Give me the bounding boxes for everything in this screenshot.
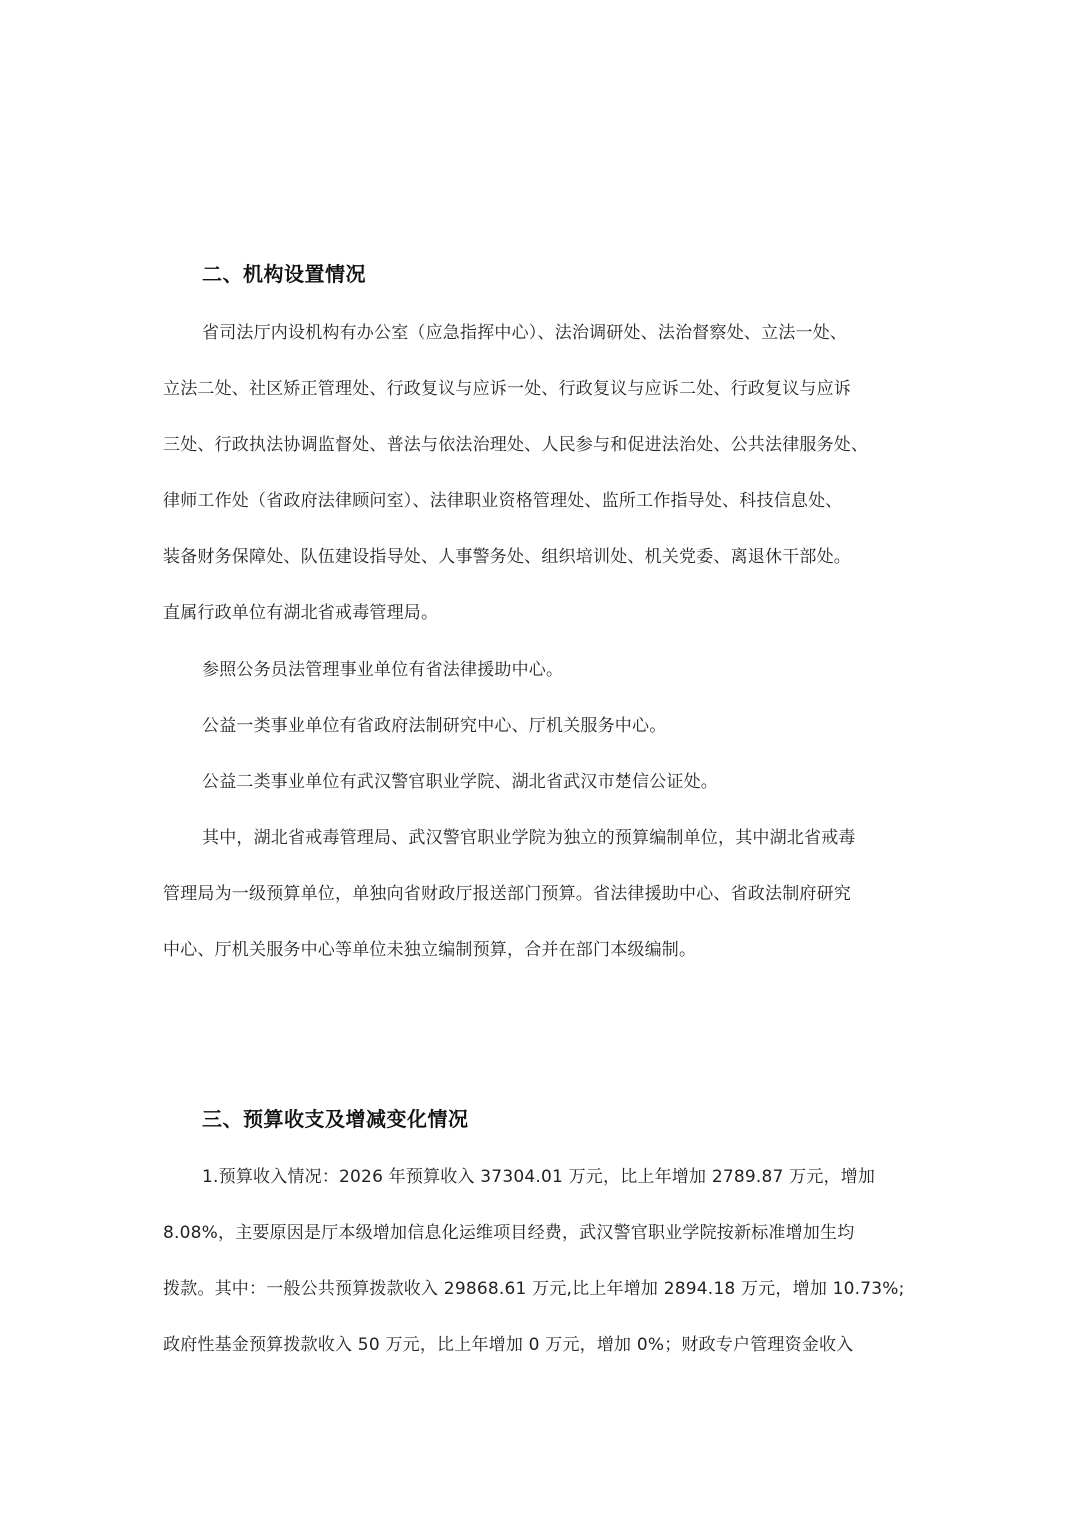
paragraph-line: 8.08%，主要原因是厅本级增加信息化运维项目经费，武汉警官职业学院按新标准增加生均: [163, 1223, 855, 1243]
paragraph-line: 律师工作处（省政府法律顾问室）、法律职业资格管理处、监所工作指导处、科技信息处、: [163, 491, 843, 511]
paragraph-line: 直属行政单位有湖北省戒毒管理局。: [163, 603, 439, 623]
paragraph-line: 立法二处、社区矫正管理处、行政复议与应诉一处、行政复议与应诉二处、行政复议与应诉: [163, 379, 851, 399]
paragraph-public-welfare-class1: 公益一类事业单位有省政府法制研究中心、厅机关服务中心。: [202, 716, 667, 736]
paragraph-public-welfare-class2: 公益二类事业单位有武汉警官职业学院、湖北省武汉市楚信公证处。: [202, 772, 718, 792]
paragraph-line: 拨款。其中：一般公共预算拨款收入 29868.61 万元,比上年增加 2894.18 万元，增加 10.73%;: [163, 1279, 905, 1299]
section-heading-institutions: 二、机构设置情况: [202, 262, 366, 286]
paragraph-line: 管理局为一级预算单位，单独向省财政厅报送部门预算。省法律援助中心、省政法制府研究: [163, 884, 851, 904]
paragraph-line: 政府性基金预算拨款收入 50 万元，比上年增加 0 万元，增加 0%；财政专户管理资金收入: [163, 1335, 854, 1355]
paragraph-line: 中心、厅机关服务中心等单位未独立编制预算，合并在部门本级编制。: [163, 940, 697, 960]
paragraph-line: 省司法厅内设机构有办公室（应急指挥中心）、法治调研处、法治督察处、立法一处、: [202, 323, 848, 343]
paragraph-line: 其中，湖北省戒毒管理局、武汉警官职业学院为独立的预算编制单位，其中湖北省戒毒: [202, 828, 856, 848]
paragraph-line: 1.预算收入情况：2026 年预算收入 37304.01 万元，比上年增加 2789.87 万元，增加: [202, 1167, 876, 1187]
paragraph-line: 装备财务保障处、队伍建设指导处、人事警务处、组织培训处、机关党委、离退休干部处。: [163, 547, 851, 567]
paragraph-line: 三处、行政执法协调监督处、普法与依法治理处、人民参与和促进法治处、公共法律服务处、: [163, 435, 869, 455]
section-heading-budget: 三、预算收支及增减变化情况: [202, 1107, 469, 1131]
paragraph-civil-service-units: 参照公务员法管理事业单位有省法律援助中心。: [202, 660, 564, 680]
